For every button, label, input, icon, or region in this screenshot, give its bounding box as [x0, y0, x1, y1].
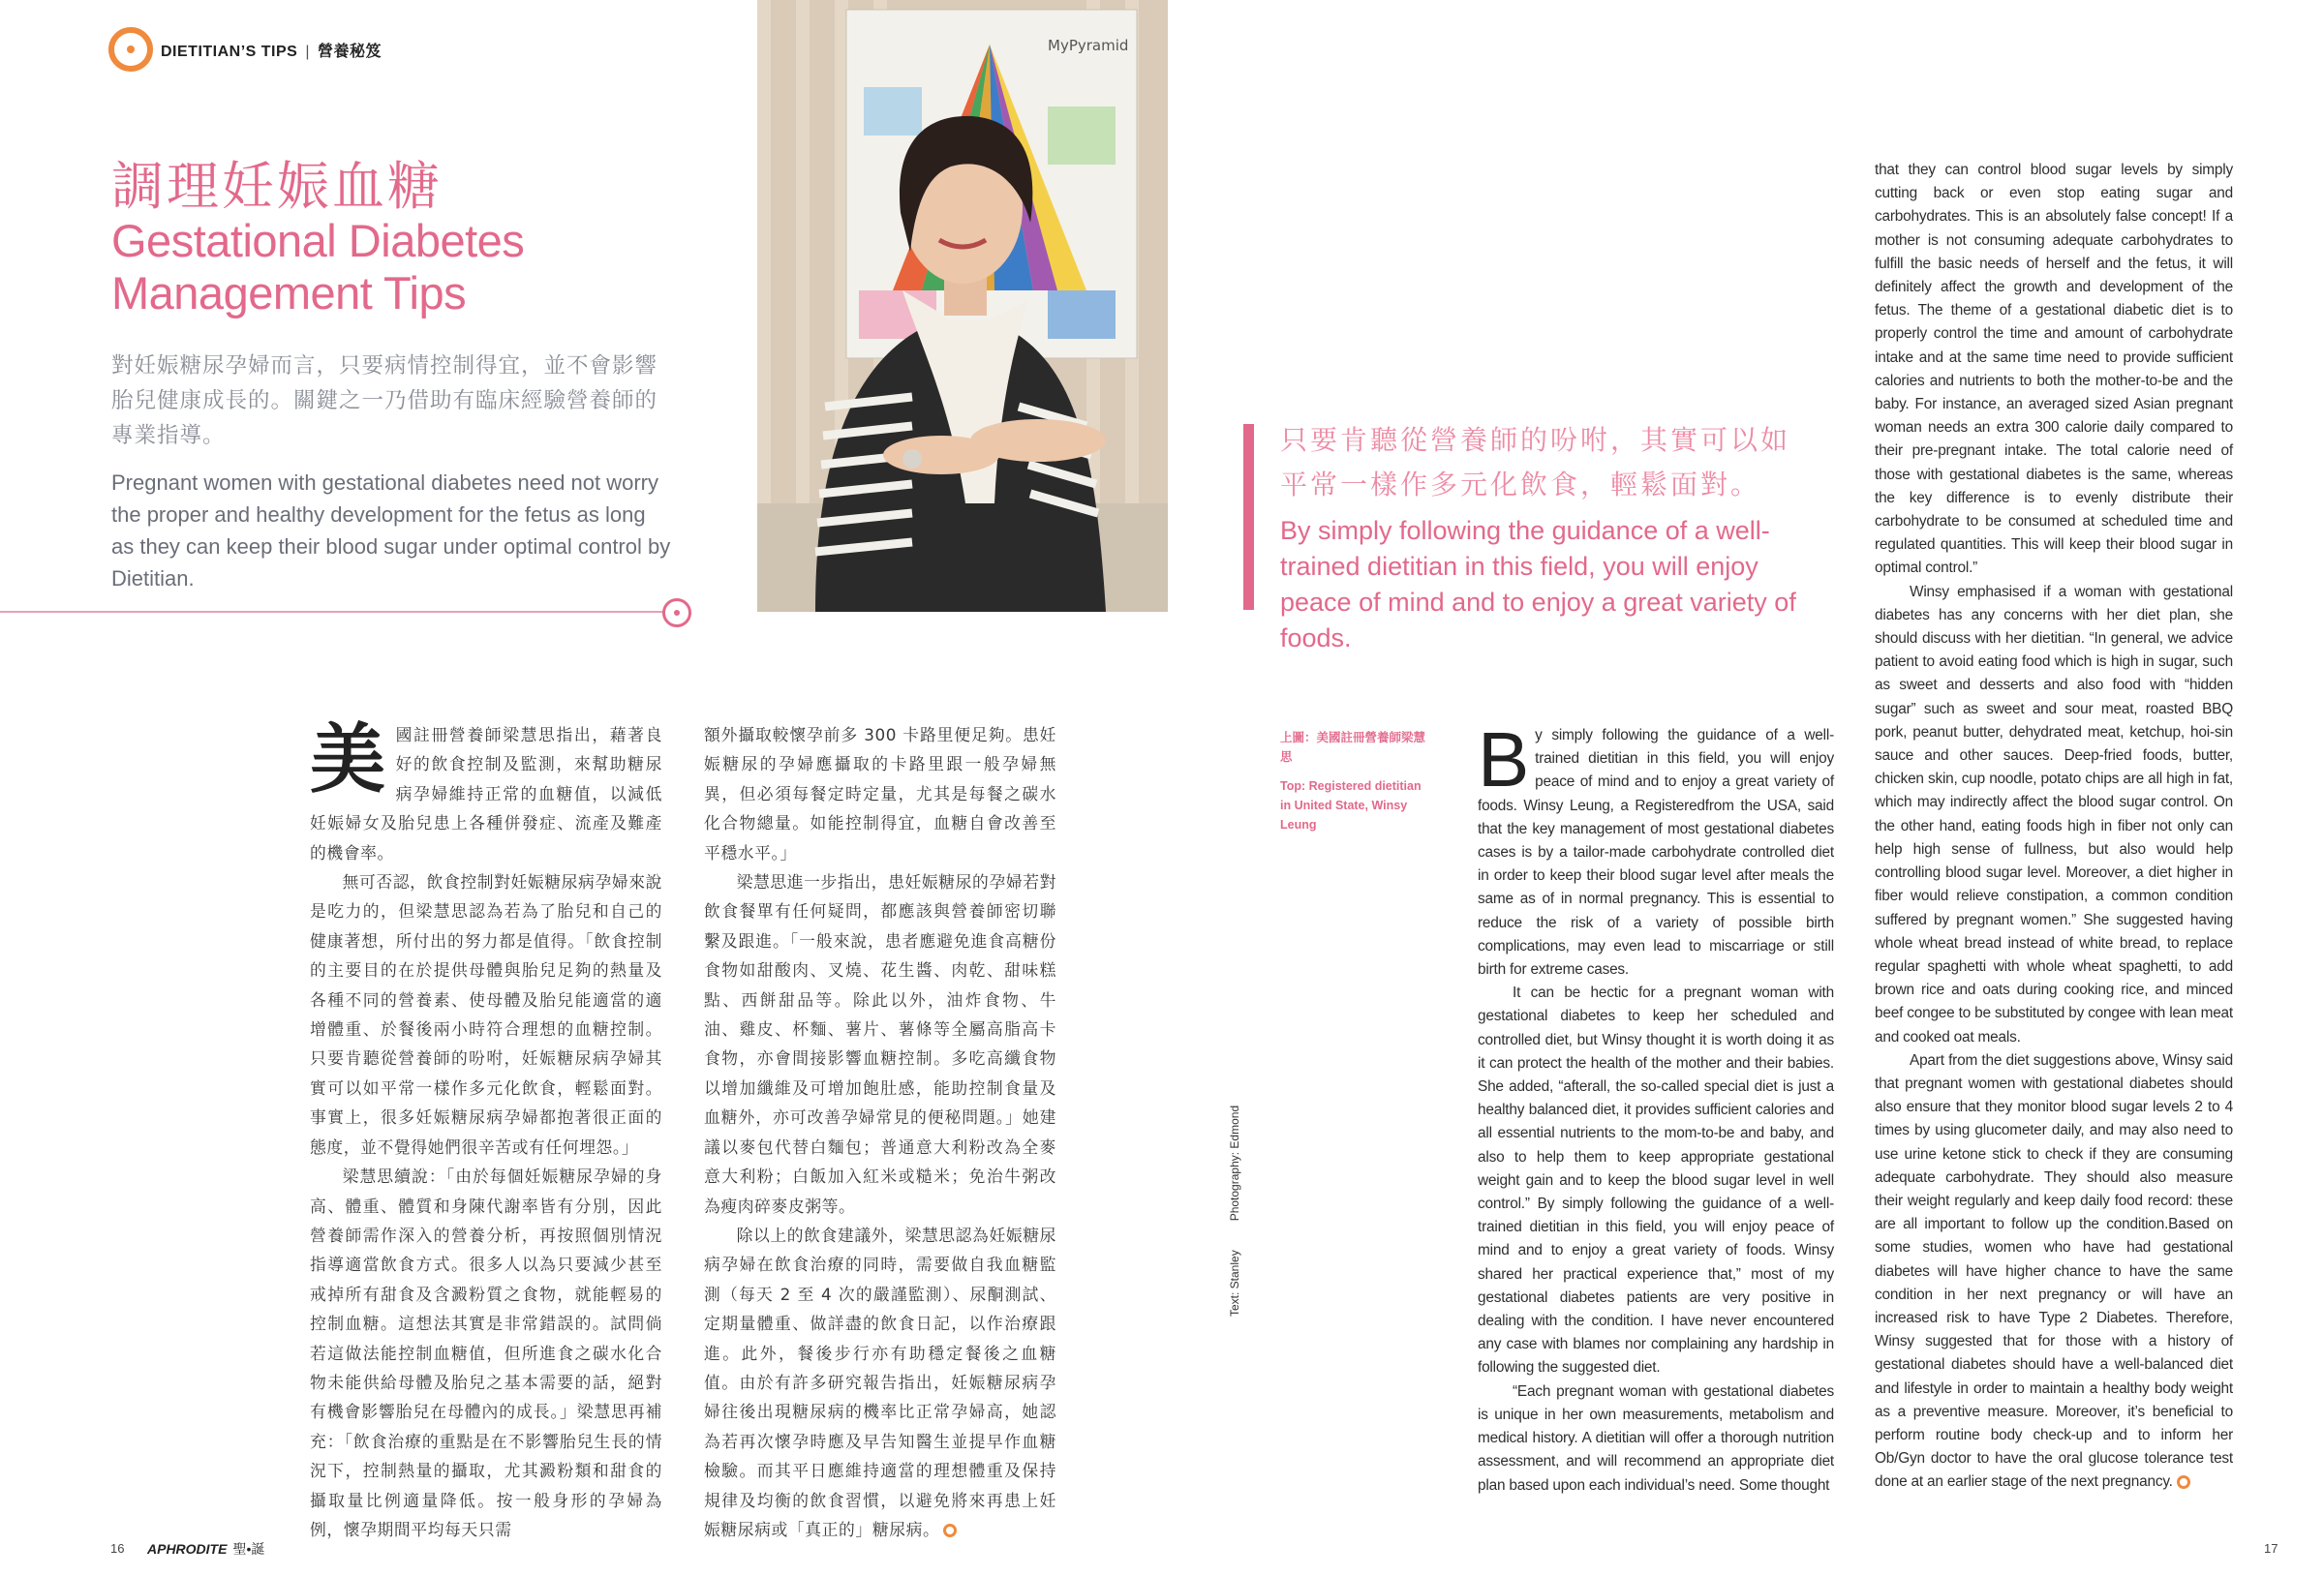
divider-rule: [0, 611, 664, 613]
article-title-en: Gestational Diabetes Management Tips: [111, 215, 525, 318]
zh-column-1: [310, 716, 662, 1544]
pull-quote-bar: [1243, 424, 1254, 610]
brand-name: APHRODITE: [147, 1541, 228, 1557]
zh-paragraph-5: 梁慧思進一步指出，患妊娠糖尿的孕婦若對飲食餐單有任何疑問，都應該與營養師密切聯繫及跟進。「一般來說，患者應避免進食高糖份食物如甜酸肉、叉燒、花生醬、肉乾、甜味糕點、西餅甜品等。除此以外，油炸食物、牛油、雞皮、杯麵、薯片、薯條等全屬高脂高卡食物，亦會間接影響血糖控制。多吃高纖食物以增加纖維及可增加飽肚感，能助控制食量及血糖外，亦可改善孕婦常見的便秘問題。」她建議以麥包代替白麵包；普通意大利粉改為全麥意大利粉；白飯加入紅米或糙米；免治牛粥改為瘦肉碎麥皮粥等。: [704, 872, 1056, 1216]
pull-quote-en: By simply following the guidance of a well-trained dietitian in this field, you will enjoy peace of mind and to enjoy a great variety of foods.: [1280, 516, 1796, 652]
section-header: DIETITIAN’S TIPS | 營養秘笈: [161, 44, 382, 60]
en-paragraph-6-text: Apart from the diet suggestions above, Winsy said that pregnant women with gestational diabetes should also ensure that they monitor blood sugar levels 2 to 4 times by using glucometer daily, and may also need to use urine ketone stick to check if they are consuming adequate carbohydrate. They should also measure their weight regularly and keep daily food record: these are all important to follow up the condition.Based on some studies, women who have had gestational diabetes will have higher chance to have the same condition in her next pregnancy or will have an increased risk to have Type 2 Diabetes. Therefore, Winsy suggested that for those with a history of gestational diabetes should have a well-balanced diet and lifestyle in order to maintain a healthy body weight as a preventive measure. Moreover, it’s beneficial to perform routine body check-up and to inform her Ob/Gyn doctor to have the oral glucose tolerance test done at an earlier stage of the next pregnancy.: [1875, 1051, 2233, 1491]
section-name-en: DIETITIAN’S TIPS: [161, 44, 298, 60]
zh-paragraph-6: [704, 1221, 1056, 1544]
zh-column-2: [704, 720, 1056, 1544]
brand-issue-zh: 聖•誕: [232, 1541, 265, 1557]
divider-ring-dot: [674, 610, 680, 616]
zh-paragraph-6-text: 除以上的飲食建議外，梁慧思認為妊娠糖尿病孕婦在飲食治療的同時，需要做自我血糖監測（每天 2 至 4 次的嚴謹監測）、尿酮測試、定期量體重、做詳盡的飲食日記，以作治療跟進。此外，餐後步行亦有助穩定餐後之血糖值。由於有許多研究報告指出，妊娠糖尿病孕婦往後出現糖尿病的機率比正常孕婦高，她認為若再次懷孕時應及早告知醫生並提早作血糖檢驗。而其平日應維持適當的理想體重及保持規律及均衡的飲食習慣，以避免將來再患上妊娠糖尿病或「真正的」糖尿病。: [704, 1225, 1056, 1539]
caption-zh: 上圖：美國註冊營養師梁慧思: [1280, 730, 1426, 764]
pull-quote-zh: 只要肯聽從營養師的吩咐，其實可以如平常一樣作多元化飲食，輕鬆面對。: [1280, 424, 1791, 500]
dietitian-photo: [757, 0, 1168, 612]
photo-caption: [1280, 728, 1435, 844]
section-logo-dot: [127, 45, 135, 53]
page-number-left: 16: [110, 1541, 125, 1556]
end-mark-icon: [2177, 1475, 2190, 1489]
zh-paragraph-2: 無可否認，飲食控制對妊娠糖尿病孕婦來說是吃力的，但梁慧思認為若為了胎兒和自己的健康著想，所付出的努力都是值得。「飲食控制的主要目的在於提供母體與胎兒足夠的熱量及各種不同的營養素、使母體及胎兒能適當的適增體重、於餐後兩小時符合理想的血糖控制。只要肯聽從營養師的吩咐，妊娠糖尿病孕婦其實可以如平常一樣作多元化飲食，輕鬆面對。事實上，很多妊娠糖尿病孕婦都抱著很正面的態度，並不覺得她們很辛苦或有任何埋怨。」: [310, 872, 662, 1157]
intro-en: Pregnant women with gestational diabetes need not worry the proper and healthy development for the fetus as long as they can keep their blood sugar under optimal control by Dietitian.: [111, 470, 671, 591]
credit-text: Text: Stanley: [1228, 1250, 1241, 1317]
intro-zh: 對妊娠糖尿孕婦而言，只要病情控制得宜，並不會影響胎兒健康成長的。關鍵之一乃借助有臨床經驗營養師的專業指導。: [111, 353, 658, 448]
end-mark-icon: [943, 1524, 957, 1537]
section-name-zh: 營養秘笈: [318, 44, 382, 60]
drop-cap-zh: 美: [310, 716, 386, 803]
en-paragraph-5: Winsy emphasised if a woman with gestational diabetes has any concerns with her diet plan, she should discuss with her dietitian. “In general, we advice patient to avoid eating food which is high in sugar, such as sweet and desserts and also food with “hidden sugar” such as sweet and sour meat, roasted BBQ pork, peanut butter, dehydrated meat, ketchup, hoi-sin sauce and other sauces. Deep-fried foods, butter, chicken skin, cup noodle, potato chips are all high in fat, which may indirectly affect the blood sugar control. On the other hand, eating foods high in fiber not only can help high sense of fullness, but also would help controlling blood sugar level. Moreover, a diet higher in fiber would relieve constipation, a common condition suffered by pregnant women.” She suggested having whole wheat bread instead of white bread, to replace regular spaghetti with whole wheat spaghetti, to add brown rice and oats during cooking rice, and minced beef congee to be substituted by congee with lean meat and cooked oat meals.: [1875, 583, 2233, 1046]
caption-en: Top: Registered dietitian in United State, Winsy Leung: [1280, 779, 1422, 832]
article-title-zh: 調理妊娠血糖: [111, 156, 443, 217]
zh-paragraph-4: 額外攝取較懷孕前多 300 卡路里便足夠。患妊娠糖尿的孕婦應攝取的卡路里跟一般孕婦無異，但必須每餐定時定量，尤其是每餐之碳水化合物總量。如能控制得宜，血糖自會改善至平穩水平。」: [704, 725, 1056, 863]
en-paragraph-1: y simply following the guidance of a well-trained dietitian in this field, you will enjoy peace of mind and to enjoy a great variety of foods. Winsy Leung, a Registeredfrom the USA, said that the key management of most gestational diabetes cases is by a tailor-made carbohydrate controlled diet in order to keep their blood sugar level after meals the same as of in normal pregnancy. This is essential to reduce the risk of a variety of possible birth complications, may even lead to miscarriage or still birth for extreme cases.: [1478, 727, 1834, 979]
en-column-1: [1478, 716, 1834, 1498]
en-paragraph-3: “Each pregnant woman with gestational diabetes is unique in her own measurements, metabolism and medical history. A dietitian will offer a thorough nutrition assessment, and will recommend an appropriate diet plan based upon each individual’s need. Some thought: [1478, 1382, 1834, 1494]
article-credits: [1228, 1076, 1241, 1317]
en-paragraph-4: that they can control blood sugar levels by simply cutting back or even stop eating sugar and carbohydrates. This is an absolutely false concept! If a mother is not consuming adequate carbohydrates to fulfill the basic needs of herself and the fetus, it will definitely affect the growth and development of the fetus. The theme of a gestational diabetic diet is to properly control the time and amount of carbohydrate intake and at the same time need to provide sufficient calories and nutrients to both the mother-to-be and the baby. For instance, an averaged sized Asian pregnant woman needs an extra 300 calorie daily compared to their pre-pregnant intake. The total calorie need of those with gestational diabetes is the same, whereas the key difference is to evenly distribute their carbohydrate to be consumed at scheduled time and regulated quantities. This will keep their blood sugar in optimal control.”: [1875, 162, 2233, 577]
en-paragraph-6: [1875, 1049, 2233, 1495]
credit-photo: Photography: Edmond: [1228, 1105, 1241, 1222]
poster-title: MyPyramid: [1048, 37, 1129, 54]
page-number-right: 17: [2264, 1541, 2278, 1556]
magazine-brand: [147, 1539, 264, 1559]
en-column-2: [1875, 159, 2233, 1495]
zh-paragraph-3: 梁慧思續說：「由於每個妊娠糖尿孕婦的身高、體重、體質和身陳代謝率皆有分別，因此營養師需作深入的營養分析，再按照個別情況指導適當飲食方式。很多人以為只要減少甚至戒掉所有甜食及含澱粉質之食物，就能輕易的控制血糖。這想法其實是非常錯誤的。試問倘若這做法能控制血糖值，但所進食之碳水化合物未能供給母體及胎兒之基本需要的話，絕對有機會影響胎兒在母體內的成長。」梁慧思再補充：「飲食治療的重點是在不影響胎兒生長的情況下，控制熱量的攝取，尤其澱粉類和甜食的攝取量比例適量降低。按一般身形的孕婦為例，懷孕期間平均每天只需: [310, 1167, 662, 1539]
en-paragraph-2: It can be hectic for a pregnant woman with gestational diabetes to keep her scheduled and controlled diet, but Winsy thought it is worth doing it as it can protect the health of the mother and their babies. She added, “afterall, the so-called special diet is just a healthy balanced diet, it provides sufficient calories and all essential nutrients to the mom-to-be and baby, and also to help them to keep appropriate gestational weight gain and to keep the blood sugar level in well control.” By simply following the guidance of a well-trained dietitian in this field, you will enjoy peace of mind and to enjoy a great variety of foods. Winsy shared her practical experience that,” most of my gestational diabetes patients are very positive in dealing with the condition. I have never encountered any case with blames nor complaining any hardship in following the suggested diet.: [1478, 985, 1834, 1377]
zh-paragraph-1: 國註冊營養師梁慧思指出，藉著良好的飲食控制及監測，來幫助糖尿病孕婦維持正常的血糖值，以減低妊娠婦女及胎兒患上各種併發症、流產及難產的機會率。: [310, 725, 662, 863]
drop-cap-en: B: [1478, 716, 1530, 803]
